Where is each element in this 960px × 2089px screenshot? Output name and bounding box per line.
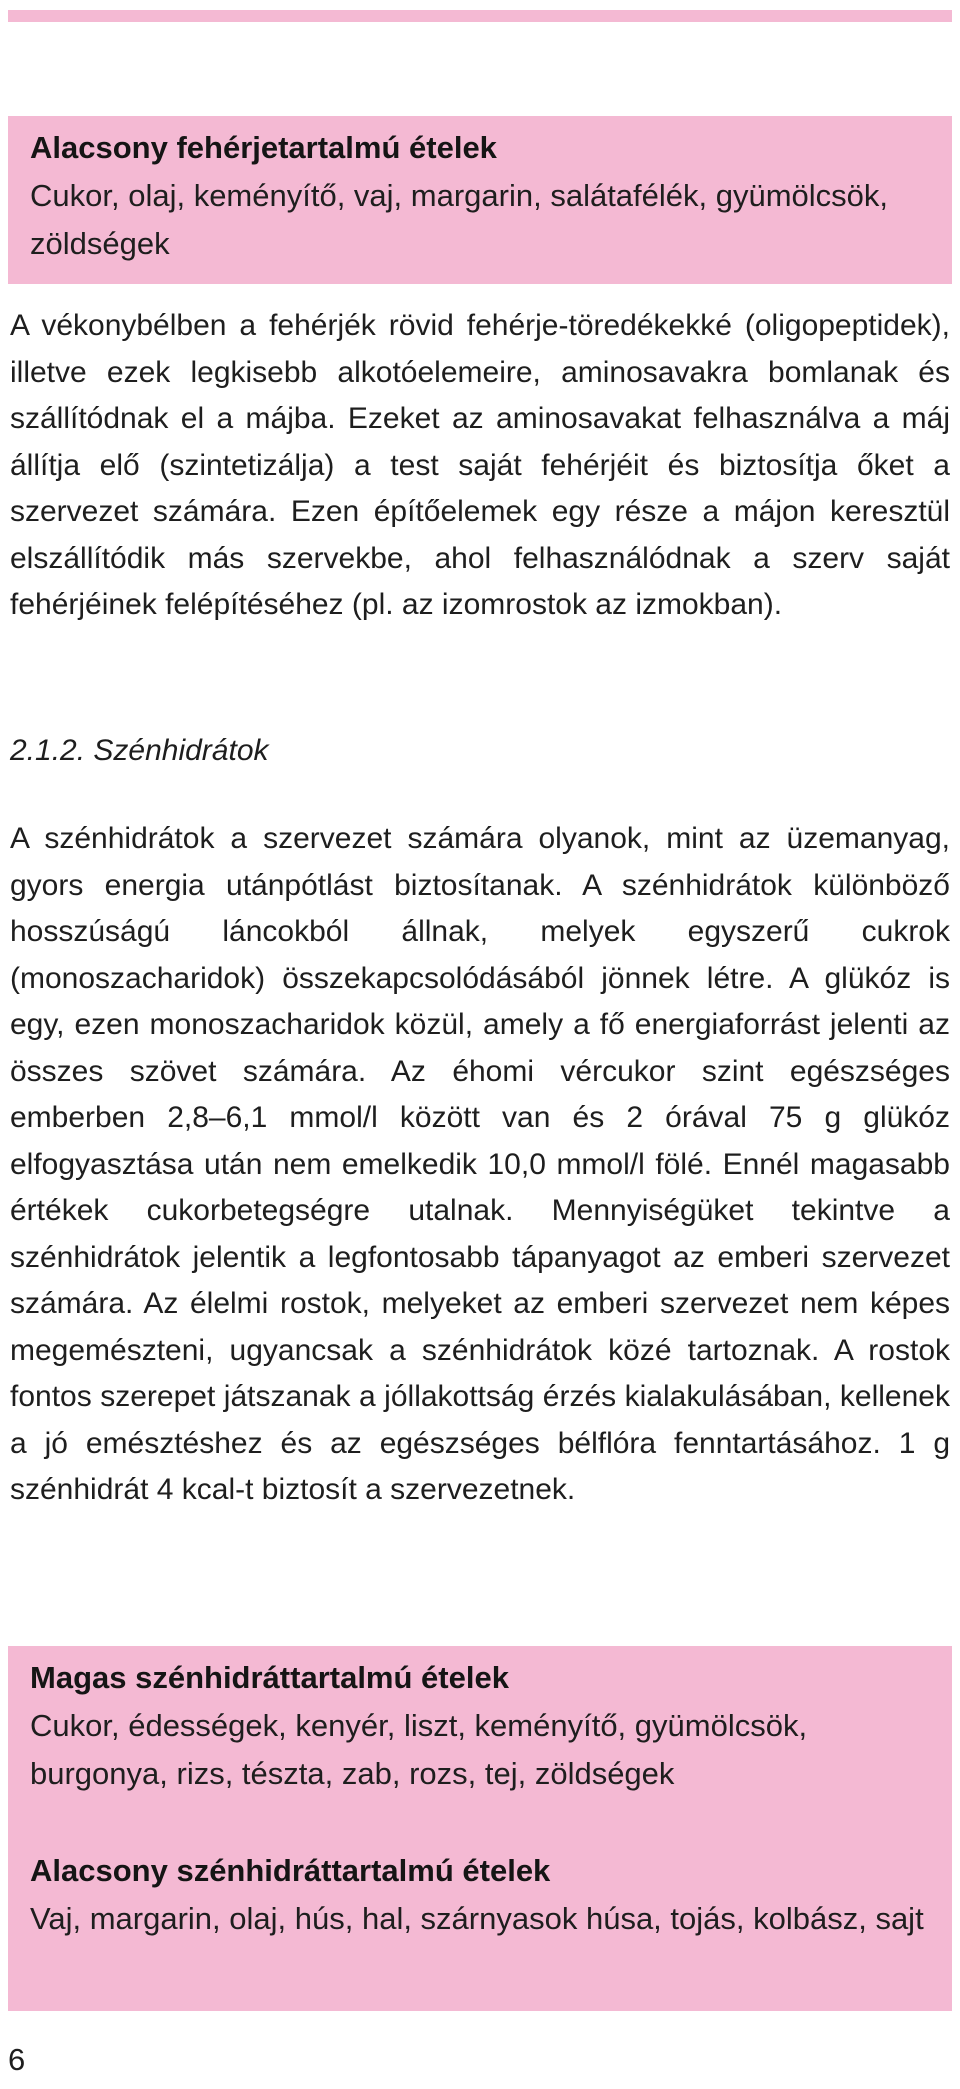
high-carb-foods-list: Cukor, édességek, kenyér, liszt, keményítő, gyümölcsök, burgonya, rizs, tészta, zab, rozs, tej, zöldségek — [30, 1708, 808, 1791]
low-carb-foods-heading: Alacsony szénhidráttartalmú ételek — [30, 1853, 551, 1888]
low-protein-foods-heading: Alacsony fehérjetartalmú ételek — [30, 130, 497, 165]
section-heading-carbohydrates: 2.1.2. Szénhidrátok — [10, 734, 269, 767]
page-number: 6 — [8, 2042, 26, 2077]
low-carb-foods-list: Vaj, margarin, olaj, hús, hal, szárnyasok húsa, tojás, kolbász, sajt — [30, 1901, 924, 1936]
carbohydrate-foods-box — [8, 1646, 952, 2011]
carbohydrates-paragraph: A szénhidrátok a szervezet számára olyanok, mint az üzemanyag, gyors energia utánpótlást biztosítanak. A szénhidrátok különböző hosszúságú láncokból állnak, melyek egyszerű cukrok (monoszacharidok) összekapcsolódásából jönnek létre. A glükóz is egy, ezen monoszacharidok közül, amely a fő energiaforrást jelenti az összes szövet számára. Az éhomi vércukor szint egészséges emberben 2,8–6,1 mmol/l között van és 2 órával 75 g glükóz elfogyasztása után nem emelkedik 10,0 mmol/l fölé. Ennél magasabb értékek cukorbetegségre utalnak. Mennyiségüket tekintve a szénhidrátok jelentik a legfontosabb tápanyagot az emberi szervezet számára. Az élelmi rostok, melyeket az emberi szervezet nem képes megemészteni, ugyancsak a szénhidrátok közé tartoznak. A rostok fontos szerepet játszanak a jóllakottság érzés kialakulásában, kellenek a jó emésztéshez és az egészséges bélflóra fenntartásához. 1 g szénhidrát 4 kcal-t biztosít a szervezetnek. — [10, 822, 950, 1506]
top-decorative-rule — [8, 10, 952, 22]
high-carb-foods-heading: Magas szénhidráttartalmú ételek — [30, 1660, 509, 1695]
high-carb-foods-group — [30, 1654, 930, 1798]
protein-digestion-paragraph: A vékonybélben a fehérjék rövid fehérje-töredékekké (oligopeptidek), illetve ezek legkisebb alkotóelemeire, aminosavakra bomlanak és szállítódnak el a májba. Ezeket az aminosavakat felhasználva a máj állítja elő (szintetizálja) a test saját fehérjéit és biztosítja őket a szervezet számára. Ezen építőelemek egy része a májon keresztül elszállítódik más szervekbe, ahol felhasználódnak a szerv saját fehérjéinek felépítéséhez (pl. az izomrostok az izmokban). — [10, 309, 950, 621]
low-protein-foods-box — [8, 116, 952, 284]
low-protein-foods-list: Cukor, olaj, keményítő, vaj, margarin, salátafélék, gyümölcsök, zöldségek — [30, 178, 889, 261]
low-carb-foods-group — [30, 1847, 930, 1943]
